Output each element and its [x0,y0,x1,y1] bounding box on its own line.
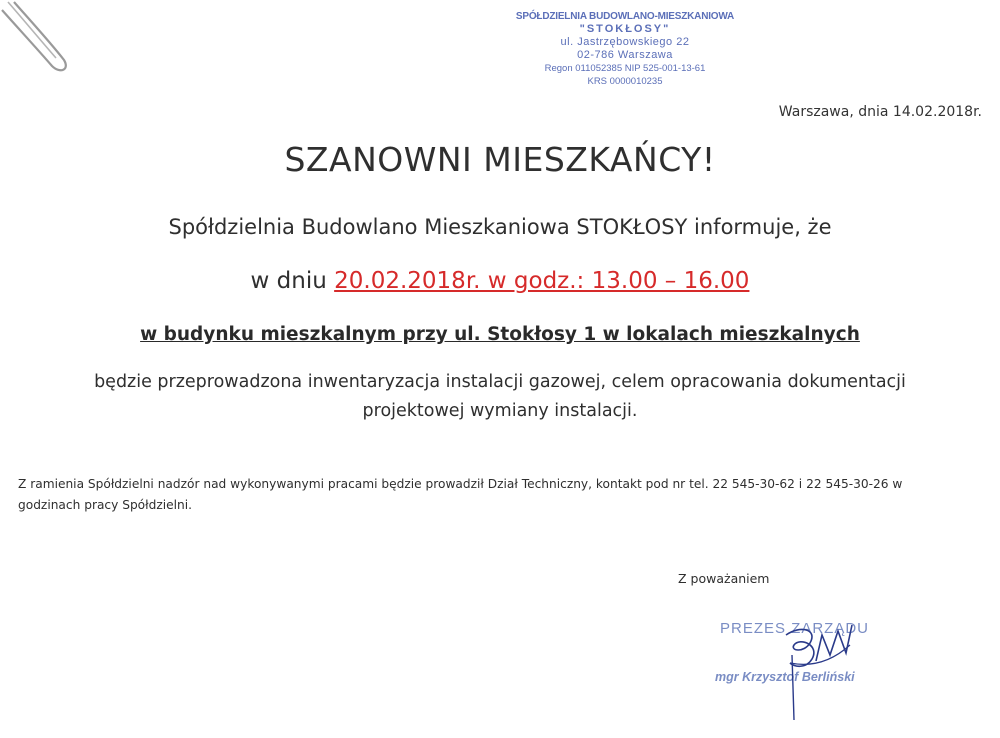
stamp-line: Regon 011052385 NIP 525-001-13-61 [544,63,706,74]
handwritten-signature [760,615,880,725]
contact-note [18,474,988,516]
location-line: w budynku mieszkalnym przy ul. Stokłosy 1 w lokalach mieszkalnych [140,324,860,345]
note-line: Z ramienia Spółdzielni nadzór nad wykonywanymi pracami będzie prowadził Dział Techniczny, kontakt pod nr tel. 22 545-30-62 i 22 545-30-26 w [18,477,903,491]
stamp-line: "STOKŁOSY" [579,23,671,35]
stamp-line: ul. Jastrzębowskiego 22 [560,36,690,48]
stamp-line: KRS 0000010235 [587,76,663,87]
date-time-line [0,268,1000,294]
signature-role: PREZES ZARZĄDU [720,620,870,637]
body-line: będzie przeprowadzona inwentaryzacja instalacji gazowej, celem opracowania dokumentacji [94,372,906,392]
date-time-highlight: 20.02.2018r. w godz.: 13.00 – 16.00 [334,268,750,294]
stamp-line: SPÓŁDZIELNIA BUDOWLANO-MIESZKANIOWA [515,11,735,22]
page-title: SZANOWNI MIESZKAŃCY! [284,140,716,179]
date-prefix: w dniu [250,268,335,294]
signature-name: mgr Krzysztof Berliński [715,670,855,684]
body-paragraph [20,368,980,426]
note-line: godzinach pracy Spółdzielni. [18,498,192,512]
intro-line: Spółdzielnia Budowlano Mieszkaniowa STOKŁOSY informuje, że [168,215,832,239]
stamp-line: 02-786 Warszawa [577,49,673,61]
paper-clip-icon [0,0,70,80]
header-stamp [500,10,750,88]
body-line: projektowej wymiany instalacji. [362,401,638,421]
closing-text: Z poważaniem [678,571,770,586]
date-line: Warszawa, dnia 14.02.2018r. [778,104,982,120]
